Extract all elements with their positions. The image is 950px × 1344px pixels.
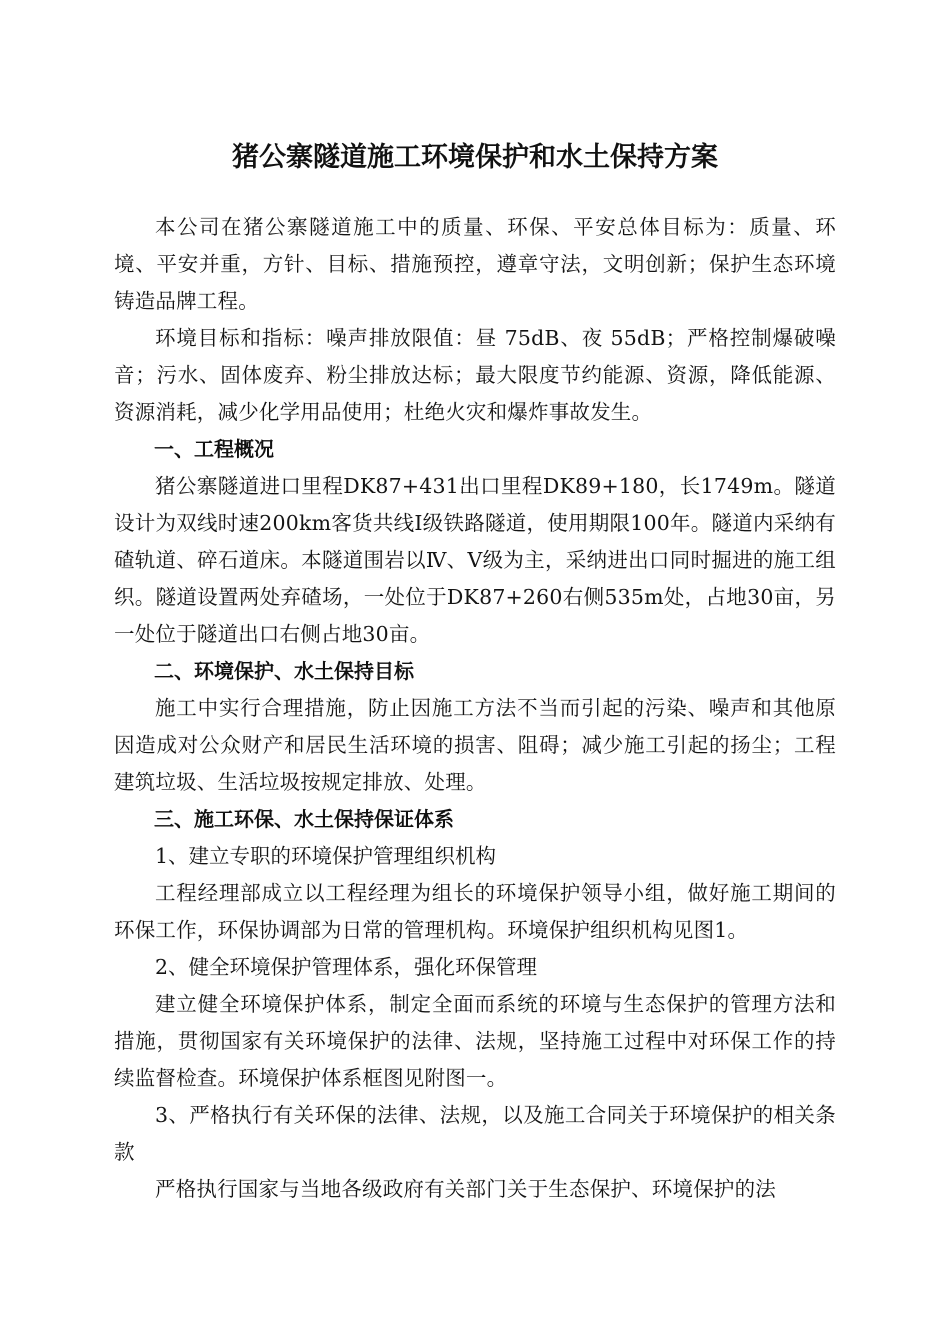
document-body (114, 209, 836, 1208)
subheading-organization: 1、建立专职的环境保护管理组织机构 (155, 844, 497, 868)
paragraph-management-system: 建立健全环境保护体系，制定全面而系统的环境与生态保护的管理方法和措施，贯彻国家有关环境保护的法律、法规，坚持施工过程中对环保工作的持续监督检查。环境保护体系框图见附图一。 (114, 992, 836, 1090)
paragraph-project-overview: 猪公寨隧道进口里程DK87+431出口里程DK89+180，长1749m。隧道设计为双线时速200km客货共线Ⅰ级铁路隧道，使用期限100年。隧道内采纳有碴轨道、碎石道床。本隧道围岩以Ⅳ、Ⅴ级为主，采纳进出口同时掘进的施工组织。隧道设置两处弃碴场，一处位于DK87+260右侧535m处，占地30亩，另一处位于隧道出口右侧占地30亩。 (114, 474, 836, 646)
document-page (114, 0, 836, 1344)
paragraph-laws-regulations: 严格执行国家与当地各级政府有关部门关于生态保护、环境保护的法 (155, 1177, 776, 1201)
heading-assurance-system: 三、施工环保、水土保持保证体系 (154, 807, 454, 831)
paragraph-organization: 工程经理部成立以工程经理为组长的环境保护领导小组，做好施工期间的环保工作，环保协调部为日常的管理机构。环境保护组织机构见图1。 (114, 881, 836, 942)
paragraph-overall-goals: 本公司在猪公寨隧道施工中的质量、环保、平安总体目标为：质量、环境、平安并重，方针、目标、措施预控，遵章守法，文明创新；保护生态环境铸造品牌工程。 (114, 215, 836, 313)
paragraph-protection-goals: 施工中实行合理措施，防止因施工方法不当而引起的污染、噪声和其他原因造成对公众财产和居民生活环境的损害、阻碍；减少施工引起的扬尘；工程建筑垃圾、生活垃圾按规定排放、处理。 (114, 696, 836, 794)
heading-project-overview: 一、工程概况 (154, 437, 274, 461)
heading-protection-goals: 二、环境保护、水土保持目标 (154, 659, 414, 683)
document-title: 猪公寨隧道施工环境保护和水土保持方案 (232, 142, 718, 173)
subheading-management-system: 2、健全环境保护管理体系，强化环保管理 (155, 955, 538, 979)
paragraph-environment-targets: 环境目标和指标：噪声排放限值：昼 75dB、夜 55dB；严格控制爆破噪音；污水、固体废弃、粉尘排放达标；最大限度节约能源、资源，降低能源、资源消耗，减少化学用品使用；杜绝火灾和爆炸事故发生。 (114, 326, 836, 424)
subheading-laws-regulations: 3、严格执行有关环保的法律、法规，以及施工合同关于环境保护的相关条款 (114, 1103, 836, 1164)
